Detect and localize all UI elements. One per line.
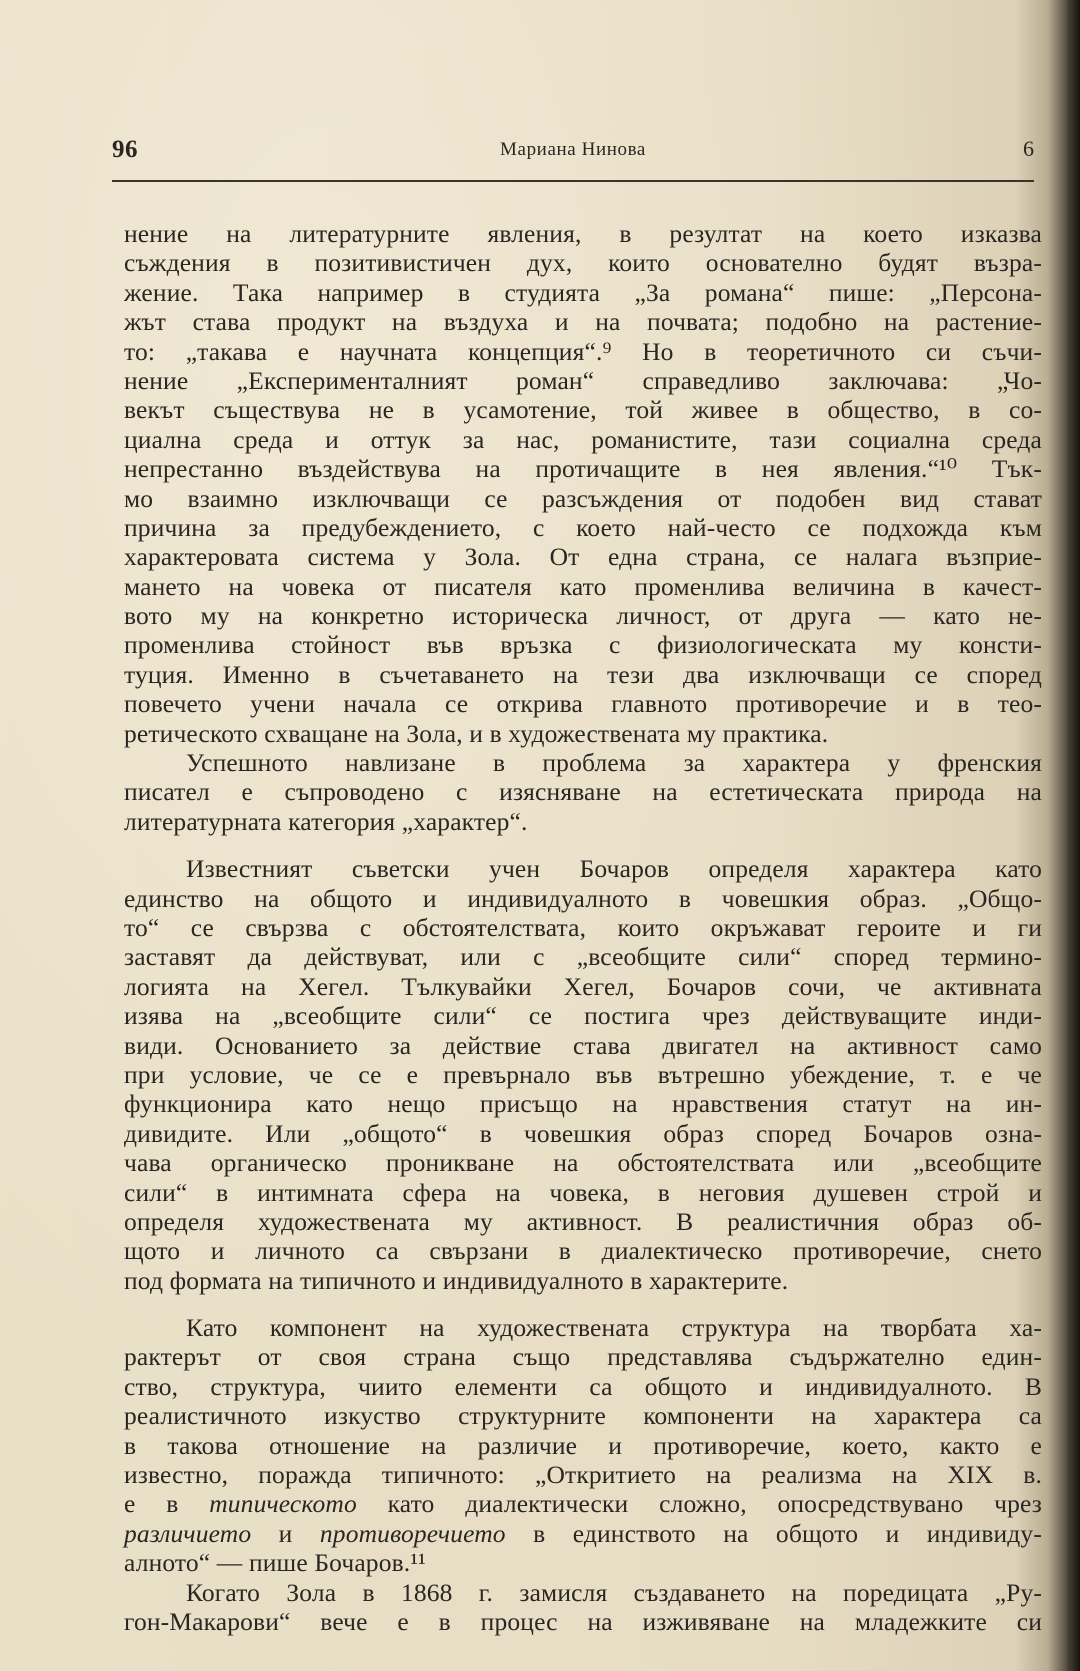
text-line: нение на литературните явления, в резултат на което изказва [124, 219, 1042, 248]
text-line: мането на човека от писателя като променлива величина в качест- [124, 571, 1042, 601]
text-line: повечето учени начала се открива главното противоречие и в тео- [124, 689, 1042, 719]
page-binding-edge [1066, 0, 1080, 1671]
text-line: писател е съпроводено с изясняване на естетическата природа на [124, 777, 1042, 807]
text-line: определя художествената му активност. В реалистичния образ об- [124, 1206, 1042, 1236]
text-line: съждения в позитивистичен дух, които основателно будят възра- [124, 248, 1042, 278]
text-line: жът става продукт на въздуха и на почвата; подобно на растение- [124, 307, 1042, 337]
page-number: 96 [112, 136, 138, 163]
text-line: рактерът от своя страна също представлява съдържателно един- [124, 1342, 1042, 1372]
text-line: мо взаимно изключващи се разсъждения от подобен вид стават [124, 483, 1042, 513]
text-line: то“ се свързва с обстоятелствата, които окръжават героите и ги [124, 912, 1042, 942]
text-line: функционира като нещо присъщо на нравствения статут на ин- [124, 1089, 1042, 1119]
text-line: променлива стойност във връзка с физиологическата му консти- [124, 630, 1042, 660]
text-line: дивидите. Или „общото“ в човешкия образ според Бочаров озна- [124, 1118, 1042, 1148]
text-line: жение. Така например в студията „За романа“ пише: „Персона- [124, 277, 1042, 307]
text-line: вото му на конкретно историческа личност, от друга — като не- [124, 601, 1042, 631]
text-line: види. Основанието за действие става двигател на активност само [124, 1030, 1042, 1060]
text-line: чава органическо проникване на обстоятелствата или „всеобщите [124, 1148, 1042, 1178]
text-line: алното“ — пише Бочаров.¹¹ [124, 1548, 426, 1578]
text-line: щото и личното са свързани в диалектическо противоречие, снето [124, 1236, 1042, 1266]
paragraph-gap [124, 1295, 1042, 1313]
text-line: логията на Хегел. Тълкувайки Хегел, Бочаров сочи, че активната [124, 971, 1042, 1001]
text-line: заставят да действуват, или с „всеобщите сили“ според термино- [124, 942, 1042, 972]
text-line: Успешното навлизане в проблема за характера у френския [186, 748, 1042, 778]
text-line: то: „такава е научната концепция“.⁹ Но в теоретичното си съчи- [124, 336, 1042, 366]
text-line: Когато Зола в 1868 г. замисля създаването на поредицата „Ру- [186, 1577, 1042, 1607]
text-line: ретическото схващане на Зола, и в художествената му практика. [124, 718, 829, 748]
text-line: непрестанно въздействува на протичащите в нея явления.“¹⁰ Тък- [124, 454, 1042, 484]
text-line: нение „Експерименталният роман“ справедливо заключава: „Чо- [124, 365, 1042, 395]
chapter-number: 6 [1023, 136, 1034, 161]
text-line: единство на общото и индивидуалното в човешкия образ. „Общо- [124, 883, 1042, 913]
text-line: Известният съветски учен Бочаров определя характера като [186, 854, 1042, 884]
text-line: характеровата система у Зола. От една страна, се налага възприе- [124, 542, 1042, 572]
text-line: известно, поражда типичното: „Откритието на реализма на XIX в. [124, 1460, 1042, 1490]
text-line: ство, структура, чиито елементи са общото и индивидуалното. В [124, 1371, 1042, 1401]
text-line: различието и противоречието в единството на общото и индивиду- [124, 1518, 1042, 1548]
text-line: в такова отношение на различие и противоречие, което, както е [124, 1430, 1042, 1460]
emphasis-text: противоречието [319, 1518, 506, 1548]
text-line: Като компонент на художествената структура на творбата ха- [186, 1313, 1042, 1343]
text-line: циална среда и оттук за нас, романистите, тази социална среда [124, 424, 1042, 454]
text-line: изява на „всеобщите сили“ се постига чрез действуващите инди- [124, 1001, 1042, 1031]
text-line: сили“ в интимната сфера на човека, в неговия душевен строй и [124, 1177, 1042, 1207]
text-line: причина за предубеждението, с което най-често се подхожда към [124, 512, 1042, 542]
text-line: при условие, че се е превърнало във вътрешно убеждение, т. е че [124, 1059, 1042, 1089]
emphasis-text: различието [124, 1518, 252, 1548]
body-text [124, 219, 1042, 1636]
running-title-author: Мариана Нинова [500, 139, 646, 160]
paragraph-gap [124, 836, 1042, 854]
header-rule [112, 180, 1034, 182]
text-line: векът съществува не в усамотение, той живее в общество, в со- [124, 395, 1042, 425]
text-line: туция. Именно в съчетаването на тези два изключващи се според [124, 659, 1042, 689]
text-line: гон-Макарови“ вече е в процес на изживяване на младежките си [124, 1606, 1042, 1636]
text-line: е в типическото като диалектически сложно, опосредствувано чрез [124, 1489, 1042, 1519]
text-line: под формата на типичното и индивидуалното в характерите. [124, 1265, 789, 1295]
running-head [112, 136, 1034, 170]
text-line: реалистичното изкуство структурните компоненти на характера са [124, 1401, 1042, 1431]
emphasis-text: типическото [209, 1489, 357, 1519]
text-line: литературната категория „характер“. [124, 806, 528, 836]
